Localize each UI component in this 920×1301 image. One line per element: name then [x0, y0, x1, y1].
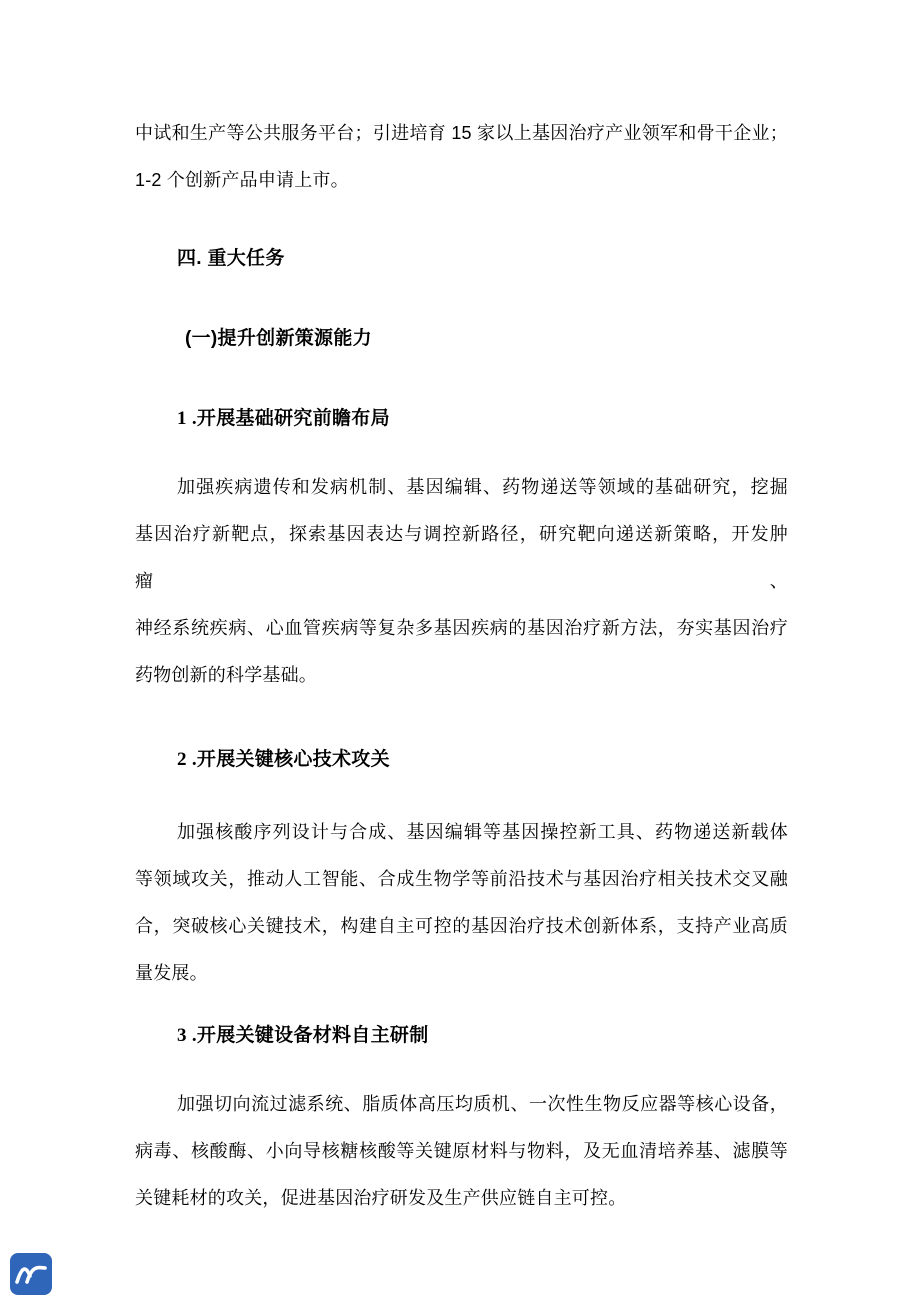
subsection-heading-2 — [135, 736, 788, 783]
section-heading: (一)提升创新策源能力 — [185, 328, 372, 349]
paragraph-line: 等领域攻关，推动人工智能、合成生物学等前沿技术与基因治疗相关技术交叉融 — [135, 869, 788, 889]
paragraph-line: 加强核酸序列设计与合成、基因编辑等基因操控新工具、药物递送新载体 — [177, 822, 788, 842]
paragraph-line: 1-2 个创新产品申请上市。 — [135, 170, 349, 190]
paragraph-line: 基因治疗新靶点，探索基因表达与调控新路径，研究靶向递送新策略，开发肿瘤、 — [135, 524, 788, 591]
subsection-number: 2 . — [177, 749, 197, 770]
paragraph-line: 加强切向流过滤系统、脂质体高压均质机、一次性生物反应器等核心设备， — [177, 1094, 788, 1114]
paragraph — [135, 464, 788, 699]
paragraph — [135, 809, 788, 997]
paragraph-line: 关键耗材的攻关，促进基因治疗研发及生产供应链自主可控。 — [135, 1188, 627, 1208]
subsection-title: 开展关键设备材料自主研制 — [196, 1025, 429, 1046]
paragraph — [135, 1081, 788, 1222]
subsection-title: 开展关键核心技术攻关 — [196, 749, 390, 770]
paragraph-line: 量发展。 — [135, 963, 208, 983]
chapter-heading: 四. 重大任务 — [177, 248, 285, 269]
subsection-title: 开展基础研究前瞻布局 — [196, 408, 390, 429]
subsection-number: 1 . — [177, 408, 197, 429]
renrendoc-logo-badge — [10, 1253, 52, 1295]
subsection-heading-1 — [135, 395, 788, 442]
subsection-heading-3 — [135, 1012, 788, 1059]
paragraph-line: 药物创新的科学基础。 — [135, 665, 317, 685]
paragraph-line: 合，突破核心关键技术，构建自主可控的基因治疗技术创新体系，支持产业高质 — [135, 916, 788, 936]
subsection-number: 3 . — [177, 1025, 197, 1046]
renrendoc-logo-icon — [10, 1282, 52, 1299]
paragraph-line: 神经系统疾病、心血管疾病等复杂多基因疾病的基因治疗新方法，夯实基因治疗 — [135, 618, 788, 638]
paragraph-continuation — [135, 110, 788, 204]
paragraph-line: 中试和生产等公共服务平台；引进培育 15 家以上基因治疗产业领军和骨干企业； — [135, 123, 788, 143]
paragraph-line: 病毒、核酸酶、小向导核糖核酸等关键原材料与物料，及无血清培养基、滤膜等 — [135, 1141, 788, 1161]
paragraph-line: 加强疾病遗传和发病机制、基因编辑、药物递送等领域的基础研究，挖掘 — [177, 477, 788, 497]
